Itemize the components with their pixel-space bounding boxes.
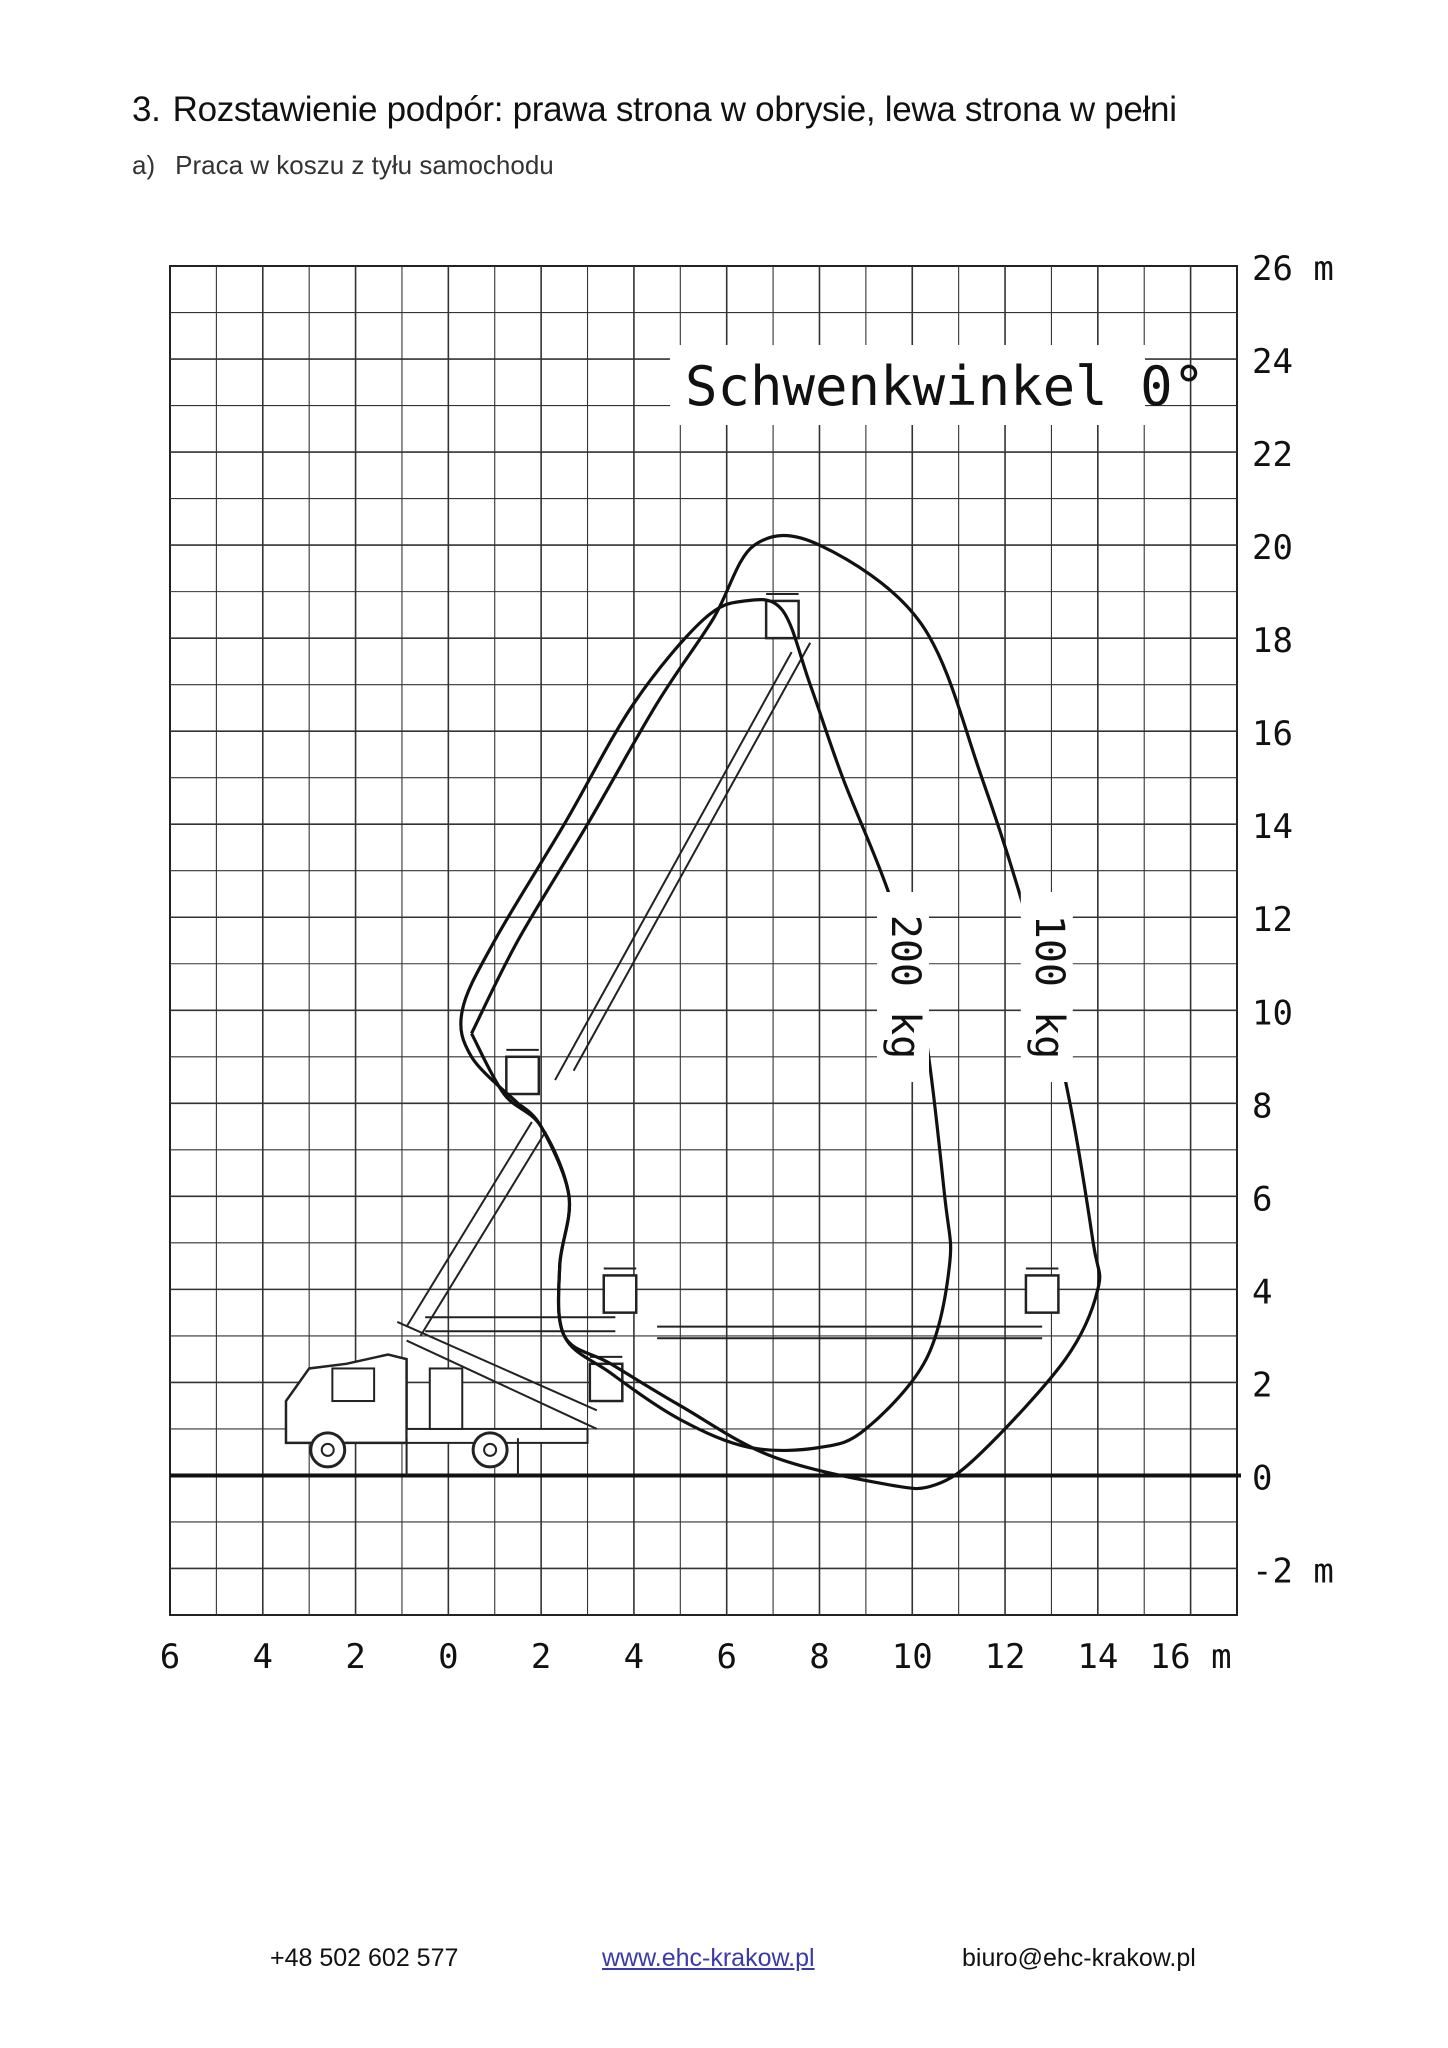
subsection-number: a) <box>132 150 156 180</box>
section-number: 3. <box>132 90 161 129</box>
y-tick-label: 14 <box>1252 807 1293 848</box>
boom-raised-low <box>407 1122 532 1327</box>
y-tick-label: 20 <box>1252 528 1293 569</box>
x-tick-label: 8 <box>809 1637 830 1677</box>
section-title: Rozstawienie podpór: prawa strona w obrysie, lewa strona w pełni <box>172 90 1177 129</box>
y-tick-label: 8 <box>1252 1086 1273 1127</box>
x-tick-label: 4 <box>623 1637 645 1677</box>
boom-raised-low <box>421 1131 546 1336</box>
x-tick-label: 4 <box>252 1637 274 1677</box>
y-tick-label: 0 <box>1252 1458 1273 1499</box>
y-tick-label: 6 <box>1252 1179 1273 1220</box>
y-tick-label: 4 <box>1252 1272 1273 1313</box>
footer-website-link[interactable]: www.ehc-krakow.pl <box>602 1944 815 1972</box>
y-tick-label: 26 m <box>1252 249 1334 289</box>
basket-low <box>506 1057 538 1094</box>
x-tick-label: 2 <box>530 1637 552 1677</box>
y-tick-label: 12 <box>1252 900 1293 941</box>
footer-phone: +48 502 602 577 <box>270 1944 459 1972</box>
truck-window <box>332 1368 374 1401</box>
y-tick-label: 16 <box>1252 714 1293 755</box>
basket-far <box>1026 1275 1058 1312</box>
boom-raised-high <box>555 652 792 1080</box>
turret <box>430 1368 462 1428</box>
stowed-boom <box>397 1322 596 1410</box>
x-tick-label: 2 <box>345 1637 366 1677</box>
load-label-200kg: 200 kg <box>881 914 928 1060</box>
truck-hub <box>484 1444 496 1456</box>
x-tick-label: 0 <box>438 1637 459 1677</box>
subsection-title: Praca w koszu z tyłu samochodu <box>175 150 554 180</box>
chart-title: Schwenkwinkel 0° <box>685 355 1206 418</box>
y-tick-label: 2 <box>1252 1365 1273 1406</box>
y-tick-label: 18 <box>1252 621 1293 662</box>
x-tick-label: 6 <box>159 1637 181 1677</box>
y-tick-label: -2 m <box>1252 1551 1334 1592</box>
truck-hub <box>322 1444 334 1456</box>
x-tick-label: 14 <box>1077 1637 1119 1677</box>
x-tick-label: 12 <box>984 1637 1026 1677</box>
basket-mid <box>604 1275 636 1312</box>
y-tick-label: 24 <box>1252 342 1293 383</box>
x-tick-label: 6 <box>716 1637 737 1677</box>
footer-email: biuro@ehc-krakow.pl <box>962 1944 1196 1972</box>
x-tick-label: 10 <box>891 1637 933 1677</box>
chart-series <box>461 535 1100 1488</box>
x-tick-label: 16 m <box>1149 1637 1232 1677</box>
y-tick-label: 10 <box>1252 993 1293 1034</box>
y-tick-label: 22 <box>1252 435 1293 476</box>
load-label-100kg: 100 kg <box>1025 914 1072 1060</box>
boom-raised-high <box>574 643 811 1071</box>
